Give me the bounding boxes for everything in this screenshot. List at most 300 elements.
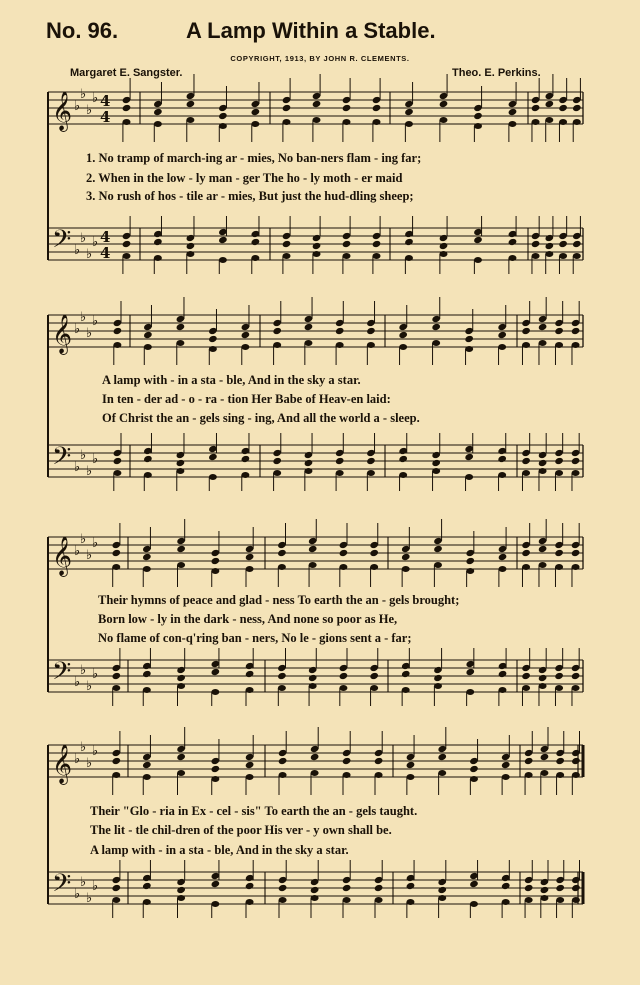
note-head — [367, 342, 375, 348]
note-head — [176, 459, 186, 467]
lyric-line: Born low - ly in the dark - ness, And none so poor as He, — [98, 612, 398, 626]
note-head — [404, 108, 414, 116]
note-head — [521, 457, 531, 465]
note-head — [279, 897, 287, 903]
note-head — [540, 886, 550, 894]
time-signature: 4 — [100, 244, 111, 262]
note-head — [438, 770, 446, 776]
note-head — [573, 119, 581, 125]
copyright-line: COPYRIGHT, 1913, BY JOHN R. CLEMENTS. — [230, 54, 410, 63]
note-head — [177, 770, 185, 776]
note-head — [545, 100, 555, 108]
note-head — [466, 568, 474, 574]
note-head — [374, 757, 384, 765]
note-head — [540, 753, 550, 761]
flat-icon: ♭ — [80, 532, 87, 547]
note-head — [246, 774, 254, 780]
flat-icon: ♭ — [74, 243, 81, 258]
note-head — [209, 474, 217, 480]
note-head — [208, 453, 218, 461]
note-head — [154, 255, 162, 261]
flat-icon: ♭ — [92, 667, 99, 682]
note-head — [304, 340, 312, 346]
note-head — [375, 897, 383, 903]
note-head — [502, 899, 510, 905]
note-head — [272, 457, 282, 465]
flat-icon: ♭ — [80, 663, 87, 678]
note-head — [554, 672, 564, 680]
note-head — [545, 117, 553, 123]
note-head — [439, 100, 449, 108]
note-head — [366, 457, 376, 465]
note-head — [218, 112, 228, 120]
note-head — [434, 562, 442, 568]
flat-icon: ♭ — [92, 744, 99, 759]
note-head — [339, 685, 347, 691]
note-head — [342, 884, 352, 892]
note-head — [572, 564, 580, 570]
note-head — [251, 121, 259, 127]
note-head — [473, 112, 483, 120]
note-head — [177, 683, 185, 689]
note-head — [211, 880, 221, 888]
note-head — [498, 472, 506, 478]
note-head — [521, 549, 531, 557]
note-head — [525, 772, 533, 778]
note-head — [438, 895, 446, 901]
note-head — [572, 772, 580, 778]
note-head — [336, 470, 344, 476]
note-head — [399, 472, 407, 478]
note-head — [556, 772, 564, 778]
note-head — [555, 564, 563, 570]
note-head — [186, 100, 196, 108]
note-head — [342, 757, 352, 765]
note-head — [466, 689, 474, 695]
note-head — [406, 761, 416, 769]
note-head — [176, 323, 186, 331]
note-head — [402, 566, 410, 572]
note-head — [153, 238, 163, 246]
note-head — [401, 553, 411, 561]
note-head — [555, 470, 563, 476]
note-head — [304, 323, 314, 331]
lyric-line: The lit - tle chil-dren of the poor His ver - y own shall be. — [90, 823, 392, 837]
note-head — [571, 884, 581, 892]
note-head — [177, 562, 185, 568]
note-head — [572, 104, 582, 112]
note-head — [465, 346, 473, 352]
note-head — [465, 474, 473, 480]
lyric-line: 2. When in the low - ly man - ger The ho - ly moth - er maid — [86, 171, 403, 185]
note-head — [538, 459, 548, 467]
note-head — [144, 344, 152, 350]
note-head — [437, 753, 447, 761]
note-head — [539, 683, 547, 689]
note-head — [398, 455, 408, 463]
lyric-line: Their "Glo - ria in Ex - cel - sis" To earth the an - gels taught. — [90, 804, 418, 818]
flat-icon: ♭ — [80, 740, 87, 755]
flat-icon: ♭ — [86, 103, 93, 118]
note-head — [497, 331, 507, 339]
note-head — [501, 761, 511, 769]
note-head — [282, 104, 292, 112]
note-head — [343, 772, 351, 778]
note-head — [470, 901, 478, 907]
note-head — [186, 251, 194, 257]
note-head — [498, 344, 506, 350]
note-head — [208, 335, 218, 343]
note-head — [498, 553, 508, 561]
note-head — [246, 566, 254, 572]
note-head — [532, 253, 540, 259]
note-head — [343, 119, 351, 125]
note-head — [339, 549, 349, 557]
note-head — [539, 340, 547, 346]
note-head — [469, 765, 479, 773]
flat-icon: ♭ — [74, 460, 81, 475]
note-head — [525, 897, 533, 903]
note-head — [508, 121, 516, 127]
note-head — [309, 683, 317, 689]
note-head — [498, 670, 508, 678]
flat-icon: ♭ — [80, 448, 87, 463]
note-head — [571, 457, 581, 465]
note-head — [540, 895, 548, 901]
note-head — [573, 253, 581, 259]
note-head — [282, 240, 292, 248]
note-head — [186, 117, 194, 123]
note-head — [308, 545, 318, 553]
flat-icon: ♭ — [74, 99, 81, 114]
lyric-line: Their hymns of peace and glad - ness To earth the an - gels brought; — [98, 593, 460, 607]
note-head — [278, 884, 288, 892]
note-head — [112, 672, 122, 680]
note-head — [508, 255, 516, 261]
lyricist-credit: Margaret E. Sangster. — [70, 67, 183, 79]
note-head — [277, 549, 287, 557]
note-head — [372, 240, 382, 248]
note-head — [538, 674, 548, 682]
time-signature: 4 — [100, 228, 111, 246]
note-head — [112, 685, 120, 691]
note-head — [502, 774, 510, 780]
note-head — [572, 897, 580, 903]
note-head — [531, 240, 541, 248]
note-head — [469, 880, 479, 888]
flat-icon: ♭ — [80, 310, 87, 325]
note-head — [113, 342, 121, 348]
note-head — [555, 685, 563, 691]
note-head — [308, 674, 318, 682]
note-head — [211, 901, 219, 907]
note-head — [144, 472, 152, 478]
note-head — [273, 342, 281, 348]
note-head — [554, 457, 564, 465]
flat-icon: ♭ — [80, 87, 87, 102]
note-head — [434, 683, 442, 689]
note-head — [571, 757, 581, 765]
note-head — [211, 668, 221, 676]
note-head — [439, 242, 449, 250]
note-head — [251, 108, 261, 116]
bass-clef-icon: 𝄢 — [52, 442, 72, 477]
note-head — [219, 257, 227, 263]
note-head — [143, 331, 153, 339]
note-head — [501, 882, 511, 890]
flat-icon: ♭ — [86, 326, 93, 341]
note-head — [112, 884, 122, 892]
bass-clef-icon: 𝄢 — [52, 869, 72, 904]
note-head — [524, 884, 534, 892]
note-head — [142, 882, 152, 890]
treble-clef-icon: 𝄞 — [52, 744, 73, 784]
note-head — [464, 335, 474, 343]
note-head — [402, 687, 410, 693]
note-head — [369, 672, 379, 680]
note-head — [153, 108, 163, 116]
note-head — [211, 568, 219, 574]
note-head — [545, 242, 555, 250]
lyric-line: A lamp with - in a sta - ble, And in the sky a star. — [90, 843, 349, 857]
note-head — [176, 340, 184, 346]
note-head — [538, 545, 548, 553]
note-head — [406, 899, 414, 905]
note-head — [177, 895, 185, 901]
note-head — [278, 685, 286, 691]
note-head — [571, 327, 581, 335]
note-head — [401, 670, 411, 678]
note-head — [343, 253, 351, 259]
note-head — [521, 672, 531, 680]
note-head — [310, 886, 320, 894]
flat-icon: ♭ — [80, 875, 87, 890]
note-head — [370, 564, 378, 570]
note-head — [277, 672, 287, 680]
note-head — [555, 884, 565, 892]
treble-clef-icon: 𝄞 — [52, 314, 73, 354]
note-head — [336, 342, 344, 348]
note-head — [558, 240, 568, 248]
note-head — [113, 470, 121, 476]
flat-icon: ♭ — [80, 231, 87, 246]
note-head — [304, 459, 314, 467]
note-head — [522, 564, 530, 570]
note-head — [142, 553, 152, 561]
note-head — [245, 553, 255, 561]
note-head — [433, 674, 443, 682]
note-head — [572, 342, 580, 348]
note-head — [211, 689, 219, 695]
note-head — [555, 757, 565, 765]
note-head — [112, 772, 120, 778]
note-head — [112, 897, 120, 903]
flat-icon: ♭ — [86, 548, 93, 563]
flat-icon: ♭ — [92, 879, 99, 894]
note-head — [498, 687, 506, 693]
note-head — [211, 776, 219, 782]
treble-clef-icon: 𝄞 — [52, 536, 73, 576]
note-head — [311, 770, 319, 776]
note-head — [572, 240, 582, 248]
note-head — [398, 331, 408, 339]
note-head — [313, 117, 321, 123]
note-head — [431, 323, 441, 331]
note-head — [374, 884, 384, 892]
note-head — [373, 119, 381, 125]
note-head — [310, 753, 320, 761]
note-head — [558, 104, 568, 112]
lyric-line: Of Christ the an - gels sing - ing, And all the world a - sleep. — [102, 411, 420, 425]
note-head — [283, 119, 291, 125]
composer-credit: Theo. E. Perkins. — [452, 67, 541, 79]
note-head — [367, 470, 375, 476]
note-head — [245, 761, 255, 769]
note-head — [241, 344, 249, 350]
note-head — [312, 100, 322, 108]
note-head — [176, 674, 186, 682]
note-head — [465, 557, 475, 565]
note-head — [370, 685, 378, 691]
note-head — [498, 566, 506, 572]
treble-clef-icon: 𝄞 — [52, 91, 73, 131]
note-head — [538, 323, 548, 331]
note-head — [312, 242, 322, 250]
note-head — [571, 549, 581, 557]
note-head — [508, 238, 518, 246]
note-head — [313, 251, 321, 257]
note-head — [246, 899, 254, 905]
note-head — [524, 757, 534, 765]
note-head — [572, 685, 580, 691]
note-head — [278, 757, 288, 765]
note-head — [343, 897, 351, 903]
note-head — [245, 670, 255, 678]
time-signature: 4 — [100, 108, 111, 126]
note-head — [554, 327, 564, 335]
note-head — [335, 327, 345, 335]
bass-clef-icon: 𝄢 — [52, 657, 72, 692]
note-head — [176, 468, 184, 474]
note-head — [342, 104, 352, 112]
note-head — [272, 327, 282, 335]
note-head — [522, 342, 530, 348]
lyric-line: 1. No tramp of march-ing ar - mies, No ban-ners flam - ing far; — [86, 151, 422, 165]
note-head — [211, 765, 221, 773]
note-head — [432, 468, 440, 474]
note-head — [437, 886, 447, 894]
note-head — [219, 123, 227, 129]
flat-icon: ♭ — [74, 322, 81, 337]
lyric-line: No flame of con-q'ring ban - ners, No le - gions sent a - far; — [98, 631, 412, 645]
note-head — [209, 346, 217, 352]
note-head — [556, 897, 564, 903]
note-head — [246, 687, 254, 693]
note-head — [405, 255, 413, 261]
flat-icon: ♭ — [92, 536, 99, 551]
time-signature: 4 — [100, 92, 111, 110]
note-head — [283, 253, 291, 259]
flat-icon: ♭ — [92, 452, 99, 467]
note-head — [279, 772, 287, 778]
note-head — [399, 344, 407, 350]
note-head — [473, 236, 483, 244]
flat-icon: ♭ — [74, 675, 81, 690]
note-head — [339, 564, 347, 570]
note-head — [123, 119, 131, 125]
note-head — [113, 327, 123, 335]
note-head — [571, 672, 581, 680]
flat-icon: ♭ — [86, 756, 93, 771]
note-head — [545, 251, 553, 257]
note-head — [176, 886, 186, 894]
note-head — [474, 123, 482, 129]
note-head — [245, 882, 255, 890]
note-head — [405, 121, 413, 127]
flat-icon: ♭ — [74, 544, 81, 559]
flat-icon: ♭ — [74, 887, 81, 902]
note-head — [372, 104, 382, 112]
note-head — [186, 242, 196, 250]
hymn-number: No. 96. — [46, 18, 119, 43]
note-head — [439, 117, 447, 123]
note-head — [522, 470, 530, 476]
note-head — [373, 253, 381, 259]
note-head — [555, 342, 563, 348]
note-head — [470, 776, 478, 782]
note-head — [273, 470, 281, 476]
lyric-line: 3. No rush of hos - tile ar - mies, But just the hud-dling sheep; — [86, 189, 414, 203]
note-head — [554, 549, 564, 557]
note-head — [532, 119, 540, 125]
note-head — [112, 564, 120, 570]
note-head — [559, 253, 567, 259]
lyric-line: In ten - der ad - o - ra - tion Her Babe of Heav-en laid: — [102, 392, 391, 406]
note-head — [143, 455, 153, 463]
bass-clef-icon: 𝄢 — [52, 225, 72, 260]
flat-icon: ♭ — [86, 247, 93, 262]
note-head — [176, 545, 186, 553]
note-head — [304, 468, 312, 474]
note-head — [211, 557, 221, 565]
note-head — [521, 327, 531, 335]
note-head — [143, 566, 151, 572]
note-head — [508, 108, 518, 116]
note-head — [366, 327, 376, 335]
note-head — [522, 685, 530, 691]
note-head — [123, 253, 131, 259]
note-head — [122, 240, 132, 248]
note-head — [122, 104, 132, 112]
note-head — [218, 236, 228, 244]
note-head — [113, 457, 123, 465]
hymn-title: A Lamp Within a Stable. — [186, 18, 436, 43]
note-head — [335, 457, 345, 465]
note-head — [465, 668, 475, 676]
staff-lines — [48, 87, 583, 906]
flat-icon: ♭ — [86, 679, 93, 694]
flat-icon: ♭ — [92, 314, 99, 329]
note-head — [539, 468, 547, 474]
note-head — [539, 562, 547, 568]
flat-icon: ♭ — [74, 752, 81, 767]
note-head — [497, 455, 507, 463]
note-head — [278, 564, 286, 570]
note-head — [311, 895, 319, 901]
flat-icon: ♭ — [92, 91, 99, 106]
note-head — [369, 549, 379, 557]
note-head — [112, 757, 122, 765]
